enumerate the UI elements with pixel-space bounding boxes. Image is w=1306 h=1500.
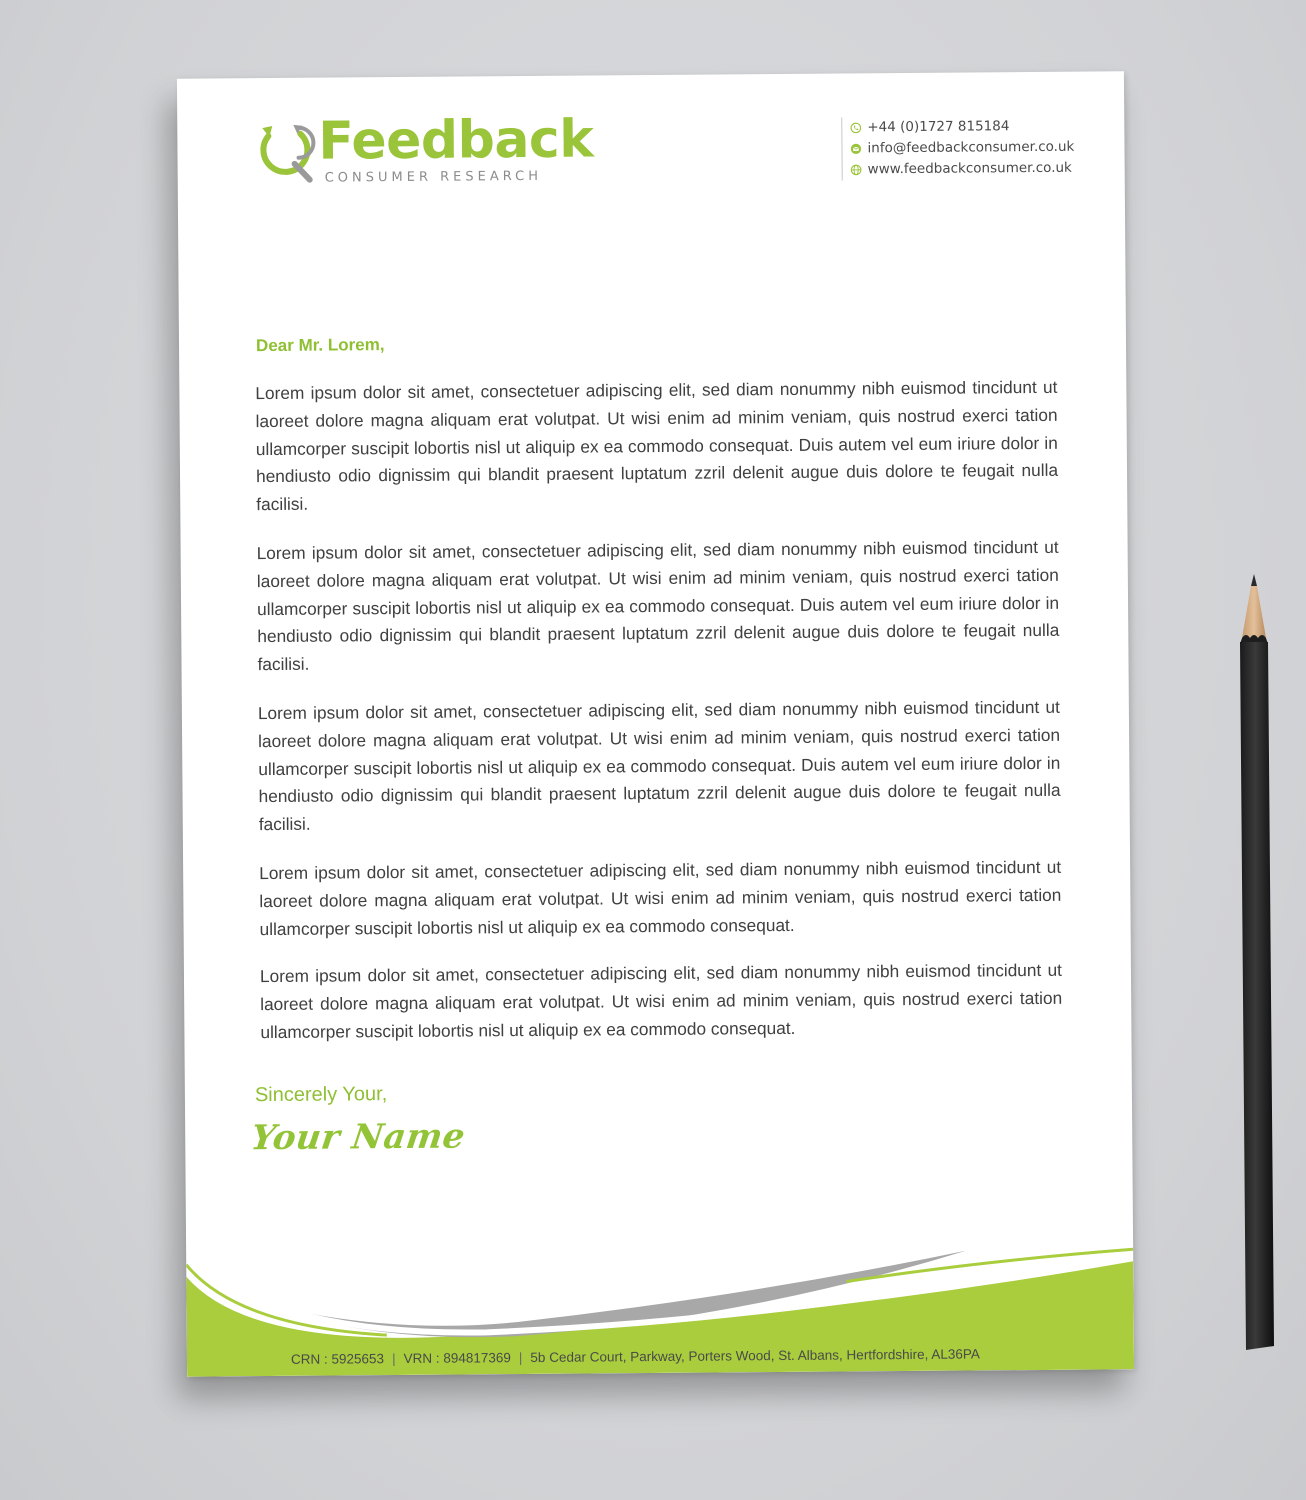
closing-line: Sincerely Your, [254,1083,388,1107]
phone-number[interactable]: +44 (0)1727 815184 [867,118,1010,136]
footer-vrn: VRN : 894817369 [403,1350,511,1366]
magnifier-refresh-icon [254,120,317,186]
contact-block [841,116,1074,181]
signature: Your Name [248,1116,468,1159]
brand-tagline: CONSUMER RESEARCH [324,168,543,186]
salutation: Dear Mr. Lorem, [255,335,385,356]
email-icon [850,143,861,154]
footer-crn: CRN : 5925653 [290,1351,385,1367]
paragraph-4: Lorem ipsum dolor sit amet, consectetuer adipiscing elit, sed diam nonummy nibh euismod tincidunt ut laoreet dolore magna aliquam erat volutpat. Ut wisi enim ad minim veniam, quis nostrud exerci tation ullamcorper suscipit lobortis nisl ut aliquip ex ea commodo consequat. [259,856,1062,939]
letter-body [255,374,1062,1067]
footer-address: 5b Cedar Court, Parkway, Porters Wood, St. Albans, Hertfordshire, AL36PA [530,1346,980,1366]
footer-separator: | [518,1350,523,1366]
brand-name: Feedback [318,109,594,172]
contact-website [851,158,1075,181]
footer-separator: | [391,1351,396,1367]
email-address[interactable]: info@feedbackconsumer.co.uk [867,138,1075,157]
pencil-image [1232,572,1278,1352]
contact-email [850,137,1074,160]
website-url[interactable]: www.feedbackconsumer.co.uk [867,159,1072,178]
letterhead-page [177,71,1134,1376]
contact-phone [850,116,1074,139]
paragraph-5: Lorem ipsum dolor sit amet, consectetuer adipiscing elit, sed diam nonummy nibh euismod tincidunt ut laoreet dolore magna aliquam erat volutpat. Ut wisi enim ad minim veniam, quis nostrud exerci tation ullamcorper suscipit lobortis nisl ut aliquip ex ea commodo consequat. [259,960,1063,1043]
company-logo [254,109,594,197]
paragraph-1: Lorem ipsum dolor sit amet, consectetuer adipiscing elit, sed diam nonummy nibh euismod tincidunt ut laoreet dolore magna aliquam erat volutpat. Ut wisi enim ad minim veniam, quis nostrud exerci tation ullamcorper suscipit lobortis nisl ut aliquip ex ea commodo consequat. Duis autem vel eum iriure dolor in hendiusto odio dignissim qui blandit praesent luptatum zzril delenit augue duis dolore te feugait nulla facilisi. [255,376,1059,515]
globe-icon [851,164,862,175]
paragraph-3: Lorem ipsum dolor sit amet, consectetuer adipiscing elit, sed diam nonummy nibh euismod tincidunt ut laoreet dolore magna aliquam erat volutpat. Ut wisi enim ad minim veniam, quis nostrud exerci tation ullamcorper suscipit lobortis nisl ut aliquip ex ea commodo consequat. Duis autem vel eum iriure dolor in hendiusto odio dignissim qui blandit praesent luptatum zzril delenit augue duis dolore te feugait nulla facilisi. [257,696,1061,835]
paragraph-2: Lorem ipsum dolor sit amet, consectetuer adipiscing elit, sed diam nonummy nibh euismod tincidunt ut laoreet dolore magna aliquam erat volutpat. Ut wisi enim ad minim veniam, quis nostrud exerci tation ullamcorper suscipit lobortis nisl ut aliquip ex ea commodo consequat. Duis autem vel eum iriure dolor in hendiusto odio dignissim qui blandit praesent luptatum zzril delenit augue duis dolore te feugait nulla facilisi. [256,536,1060,675]
phone-icon [850,122,861,133]
